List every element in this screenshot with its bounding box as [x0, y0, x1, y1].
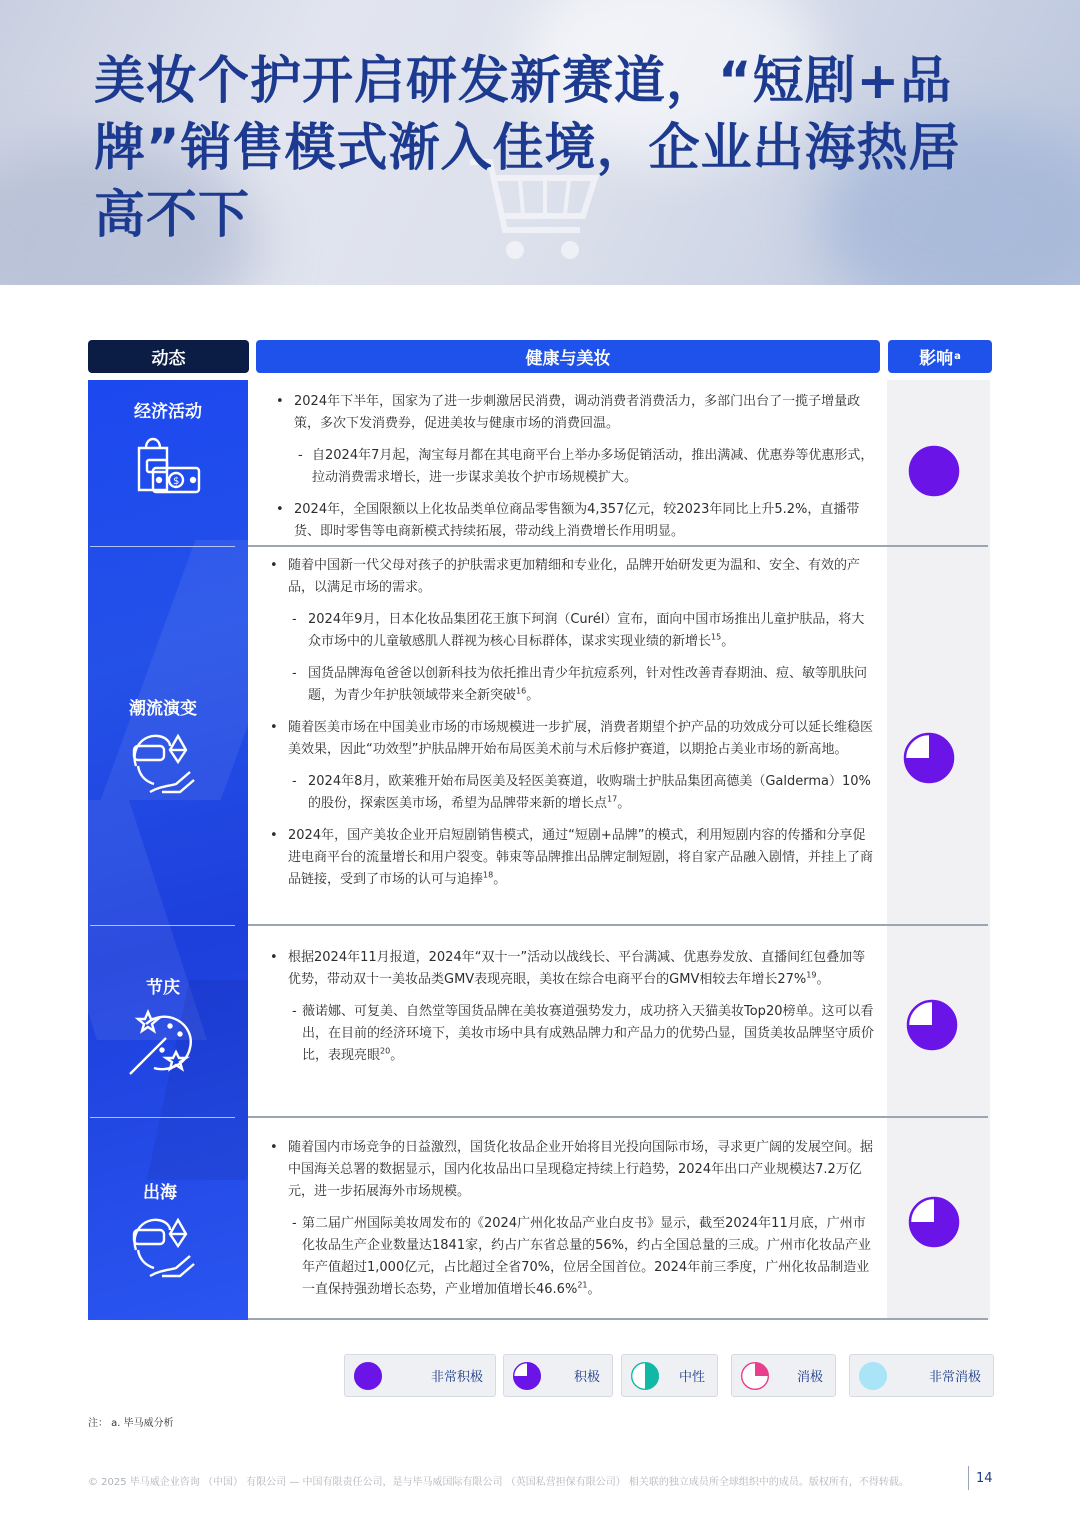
category-divider — [90, 1117, 235, 1118]
impact-positive-icon — [907, 1195, 961, 1249]
row-divider — [248, 924, 988, 926]
category-divider — [90, 925, 235, 926]
legend-label: 非常消极 — [928, 1370, 981, 1385]
header-dynamics: 动态 — [88, 340, 249, 373]
bullet-item: • 2024年，国产美妆企业开启短剧销售模式，通过“短剧+品牌”的模式，利用短剧内容的传播和分享促进电商平台的流量增长和用户裂变。韩束等品牌推出品牌定制短剧，将自家产品融入剧情，并挂上了商品链接，受到了市场的认可与追捧$^{18}$。 — [270, 828, 874, 887]
bullet-text: 随着医美市场在中国美业市场的市场规模进一步扩展，消费者期望个护产品的功效成分可以延长维稳医美效果，因此“功效型”护肤品牌开始布局医美术前与术后修护赛道，以期抢占美业市场的新高地。 — [288, 720, 874, 757]
bullet-item: • 2024年，全国限额以上化妆品类单位商品零售额为4,357亿元，较2023年同比上升5.2%，直播带货、即时零售等电商新模式持续拓展，带动线上消费增长作用明显。 — [276, 502, 860, 539]
sub-text: 自2024年7月起，淘宝每月都在其电商平台上举办多场促销活动，推出满减、优惠券等优惠形式，拉动消费需求增长，进一步谋求美妆个护市场规模扩大。 — [312, 448, 874, 485]
bullet-item: • 根据2024年11月报道，2024年“双十一”活动以战线长、平台满减、优惠券发放、直播间红包叠加等优势，带动双十一美妆品类GMV表现亮眼，美妆在综合电商平台的GMV相较去年增长27%$^{19}$。 — [270, 950, 866, 987]
sub-text: 2024年8月，欧莱雅开始布局医美及轻医美赛道，收购瑞士护肤品集团高德美（Galderma）10%的股份，探索医美市场，希望为品牌带来新的增长点 — [308, 774, 871, 811]
row-divider — [248, 1318, 988, 1320]
sub-text: 国货品牌海龟爸爸以创新科技为依托推出青少年抗痘系列，针对性改善青春期油、痘、敏等肌肤问题，为青少年护肤领域带来全新突破 — [308, 666, 868, 703]
row-going-overseas-content — [252, 1137, 874, 1311]
impact-very-positive-icon — [907, 444, 961, 498]
magic-wand-stars-icon — [126, 1006, 198, 1078]
footnote-ref: 17 — [607, 794, 618, 804]
header-health-beauty: 健康与美妆 — [256, 340, 880, 373]
category-festivals: 节庆 — [146, 978, 180, 998]
copyright-footer: © 2025 毕马威企业咨询 （中国） 有限公司 — 中国有限责任公司，是与毕马威国际有限公司 （英国私营担保有限公司） 相关联的独立成员所全球组织中的成员。版权所有，不得转载。 — [88, 1477, 909, 1488]
sub-text: 第二届广州国际美妆周发布的《2024广州化妆品产业白皮书》显示，截至2024年11月底，广州市化妆品生产企业数量达1841家，约占广东省总量的56%，约占全国总量的三成。广州市化妆品产业年产值超过1,000亿元，占比超过全省70%，位居全国首位。2024年前三季度，广州化妆品制造业一直保持强劲增长态势，产业增加值增长46.6% — [302, 1216, 871, 1297]
bullet-text: 随着国内市场竞争的日益激烈，国货化妆品企业开始将目光投向国际市场，寻求更广阔的发展空间。据中国海关总署的数据显示，国内化妆品出口呈现稳定持续上行趋势，2024年出口产业规模达7.2万亿元，进一步拓展海外市场规模。 — [288, 1140, 874, 1199]
legend-neutral-icon — [630, 1361, 660, 1391]
svg-text:$: $ — [173, 476, 180, 487]
legend-very-negative — [849, 1354, 994, 1397]
sub-item: - 薇诺娜、可复美、自然堂等国货品牌在美妆赛道强势发力，成功挤入天猫美妆Top20榜单。这可以看出，在目前的经济环境下，美妆市场中具有成熟品牌力和产品力的优势凸显，国货美妆品牌坚守质价比，表现亮眼$^{20}$。 — [292, 1004, 875, 1063]
page-number: 14 — [976, 1471, 993, 1486]
legend-negative — [731, 1354, 836, 1397]
category-economic-activity: 经济活动 — [134, 402, 202, 422]
bullet-item: • 2024年下半年，国家为了进一步刺激居民消费，调动消费者消费活力，多部门出台了一揽子增量政策，多次下发消费券，促进美妆与健康市场的消费回温。 — [276, 394, 861, 431]
impact-column — [887, 380, 990, 1320]
row-economic-activity-content — [258, 391, 880, 553]
category-going-overseas: 出海 — [143, 1183, 177, 1203]
sub-item: - 2024年8月，欧莱雅开始布局医美及轻医美赛道，收购瑞士护肤品集团高德美（Galderma）10%的股份，探索医美市场，希望为品牌带来新的增长点$^{17}$。 — [292, 774, 871, 811]
legend-label: 积极 — [573, 1370, 600, 1385]
legend-label: 消极 — [796, 1370, 823, 1385]
footnote-ref: 20 — [380, 1046, 391, 1056]
row-trend-evolution-content — [252, 555, 874, 901]
bullet-item: • 随着国内市场竞争的日益激烈，国货化妆品企业开始将目光投向国际市场，寻求更广阔的发展空间。据中国海关总署的数据显示，国内化妆品出口呈现稳定持续上行趋势，2024年出口产业规模达7.2万亿元，进一步拓展海外市场规模。 — [270, 1140, 874, 1199]
sub-text: 薇诺娜、可复美、自然堂等国货品牌在美妆赛道强势发力，成功挤入天猫美妆Top20榜单。这可以看出，在目前的经济环境下，美妆市场中具有成熟品牌力和产品力的优势凸显，国货美妆品牌坚守质价比，表现亮眼 — [302, 1004, 875, 1063]
legend-very-negative-icon — [858, 1361, 888, 1391]
bullet-text: 2024年，国产美妆企业开启短剧销售模式，通过“短剧+品牌”的模式，利用短剧内容的传播和分享促进电商平台的流量增长和用户裂变。韩束等品牌推出品牌定制短剧，将自家产品融入剧情，并挂上了商品链接，受到了市场的认可与追捧 — [288, 828, 874, 887]
sub-item: - 自2024年7月起，淘宝每月都在其电商平台上举办多场促销活动，推出满减、优惠券等优惠形式，拉动消费需求增长，进一步谋求美妆个护市场规模扩大。 — [298, 448, 874, 485]
sub-item: - 国货品牌海龟爸爸以创新科技为依托推出青少年抗痘系列，针对性改善青春期油、痘、敏等肌肤问题，为青少年护肤领域带来全新突破$^{16}$。 — [292, 666, 868, 703]
bullet-item: • 随着中国新一代父母对孩子的护肤需求更加精细和专业化，品牌开始研发更为温和、安全、有效的产品，以满足市场的需求。 — [270, 558, 861, 595]
impact-positive-icon — [902, 731, 956, 785]
legend-positive-icon — [512, 1361, 542, 1391]
footnote-ref: 21 — [577, 1280, 588, 1290]
impact-positive-icon — [905, 998, 959, 1052]
bullet-text: 根据2024年11月报道，2024年“双十一”活动以战线长、平台满减、优惠券发放、直播间红包叠加等优势，带动双十一美妆品类GMV表现亮眼，美妆在综合电商平台的GMV相较去年增长27% — [288, 950, 866, 987]
legend-very-positive-icon — [353, 1361, 383, 1391]
legend-negative-icon — [740, 1361, 770, 1391]
header-impact-label: 影响 — [919, 349, 954, 369]
hero-banner — [0, 0, 1080, 285]
footnote-ref: 15 — [711, 632, 722, 642]
legend-label: 非常积极 — [430, 1370, 483, 1385]
sub-item: - 第二届广州国际美妆周发布的《2024广州化妆品产业白皮书》显示，截至2024年11月底，广州市化妆品生产企业数量达1841家，约占广东省总量的56%，约占全国总量的三成。广州市化妆品产业年产值超过1,000亿元，占比超过全省70%，位居全国首位。2024年前三季度，广州化妆品制造业一直保持强劲增长态势，产业增加值增长46.6%$^{21}$。 — [292, 1216, 871, 1297]
category-trend-evolution: 潮流演变 — [129, 699, 197, 719]
shopping-bag-money-icon — [133, 428, 205, 500]
row-festivals-content — [252, 947, 874, 1077]
sub-text: 2024年9月，日本化妆品集团花王旗下珂润（Curél）宣布，面向中国市场推出儿童护肤品，将大众市场中的儿童敏感肌人群视为核心目标群体，谋求实现业绩的新增长 — [308, 612, 865, 649]
legend-very-positive — [344, 1354, 496, 1397]
legend-label: 中性 — [678, 1370, 705, 1385]
page-number-divider — [968, 1466, 969, 1490]
vr-headset-crypto-icon — [126, 1212, 198, 1284]
category-divider — [90, 546, 235, 547]
bullet-text: 2024年下半年，国家为了进一步刺激居民消费，调动消费者消费活力，多部门出台了一揽子增量政策，多次下发消费券，促进美妆与健康市场的消费回温。 — [294, 394, 861, 431]
legend-positive — [503, 1354, 613, 1397]
page-title: 美妆个护开启研发新赛道，“短剧+品牌”销售模式渐入佳境，企业出海热居高不下 — [94, 52, 961, 245]
legend-neutral — [621, 1354, 718, 1397]
footnote-ref: 16 — [516, 686, 527, 696]
bullet-text: 随着中国新一代父母对孩子的护肤需求更加精细和专业化，品牌开始研发更为温和、安全、有效的产品，以满足市场的需求。 — [288, 558, 861, 595]
bullet-item: • 随着医美市场在中国美业市场的市场规模进一步扩展，消费者期望个护产品的功效成分可以延长维稳医美效果，因此“功效型”护肤品牌开始布局医美术前与术后修护赛道，以期抢占美业市场的新高地。 — [270, 720, 874, 757]
footnote-ref: 19 — [806, 970, 817, 980]
bullet-text: 2024年，全国限额以上化妆品类单位商品零售额为4,357亿元，较2023年同比上升5.2%，直播带货、即时零售等电商新模式持续拓展，带动线上消费增长作用明显。 — [294, 502, 860, 539]
header-impact-footnote: a — [954, 351, 961, 362]
header-impact — [888, 340, 992, 373]
row-divider — [248, 1116, 988, 1118]
vr-headset-crypto-icon — [126, 728, 198, 800]
footnote-ref: 18 — [483, 870, 494, 880]
sub-item: - 2024年9月，日本化妆品集团花王旗下珂润（Curél）宣布，面向中国市场推出儿童护肤品，将大众市场中的儿童敏感肌人群视为核心目标群体，谋求实现业绩的新增长$^{15}$。 — [292, 612, 865, 649]
footnote: 注： a. 毕马威分析 — [88, 1418, 174, 1429]
